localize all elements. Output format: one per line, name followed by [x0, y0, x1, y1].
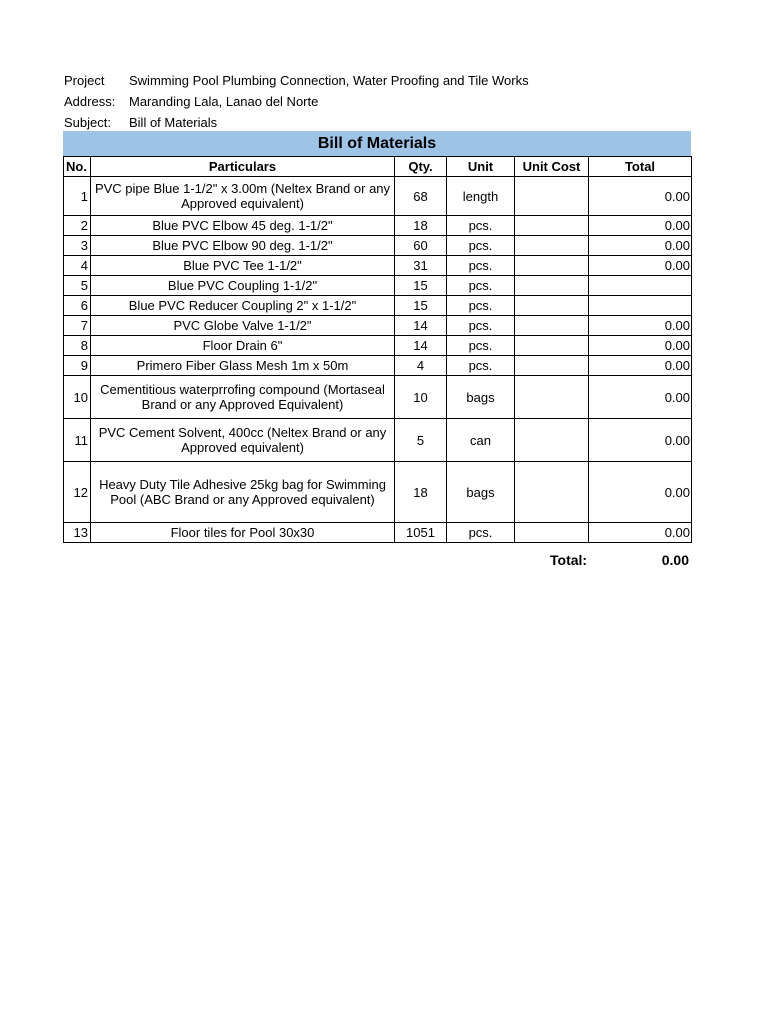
- cell-no: 6: [64, 296, 91, 316]
- column-header: No.: [64, 157, 91, 177]
- cell-total: [589, 276, 692, 296]
- grand-total-label: Total:: [550, 552, 588, 568]
- table-row: [64, 177, 692, 216]
- cell-qty: 14: [395, 336, 447, 356]
- cell-particulars: Heavy Duty Tile Adhesive 25kg bag for Swimming Pool (ABC Brand or any Approved equivalent): [91, 462, 395, 523]
- cell-unit-cost: [515, 256, 589, 276]
- cell-unit: bags: [447, 376, 515, 419]
- cell-qty: 15: [395, 276, 447, 296]
- cell-qty: 68: [395, 177, 447, 216]
- cell-total: 0.00: [589, 462, 692, 523]
- table-row: [64, 316, 692, 336]
- table-row: [64, 236, 692, 256]
- cell-no: 2: [64, 216, 91, 236]
- cell-particulars: PVC Globe Valve 1-1/2": [91, 316, 395, 336]
- cell-total: 0.00: [589, 419, 692, 462]
- cell-unit-cost: [515, 356, 589, 376]
- cell-unit-cost: [515, 376, 589, 419]
- cell-no: 9: [64, 356, 91, 376]
- cell-unit-cost: [515, 177, 589, 216]
- project-label: Project: [64, 73, 105, 88]
- subject-value: Bill of Materials: [129, 115, 218, 130]
- cell-qty: 4: [395, 356, 447, 376]
- cell-no: 8: [64, 336, 91, 356]
- cell-no: 12: [64, 462, 91, 523]
- grand-total-value: 0.00: [661, 552, 689, 568]
- document-header: [64, 70, 529, 133]
- cell-unit-cost: [515, 523, 589, 543]
- cell-unit: pcs.: [447, 523, 515, 543]
- cell-unit-cost: [515, 419, 589, 462]
- cell-total: 0.00: [589, 236, 692, 256]
- address-label: Address:: [64, 94, 116, 109]
- cell-no: 10: [64, 376, 91, 419]
- cell-qty: 1051: [395, 523, 447, 543]
- cell-particulars: Primero Fiber Glass Mesh 1m x 50m: [91, 356, 395, 376]
- cell-no: 13: [64, 523, 91, 543]
- cell-qty: 31: [395, 256, 447, 276]
- cell-no: 5: [64, 276, 91, 296]
- cell-total: 0.00: [589, 177, 692, 216]
- cell-unit: pcs.: [447, 276, 515, 296]
- column-header: Unit: [447, 157, 515, 177]
- column-header: Qty.: [395, 157, 447, 177]
- table-row: [64, 276, 692, 296]
- subject-row: [64, 112, 529, 133]
- cell-unit: can: [447, 419, 515, 462]
- address-row: [64, 91, 529, 112]
- cell-unit-cost: [515, 276, 589, 296]
- subject-label: Subject:: [64, 115, 111, 130]
- table-title: Bill of Materials: [63, 131, 691, 156]
- cell-unit: pcs.: [447, 256, 515, 276]
- cell-unit: bags: [447, 462, 515, 523]
- project-row: [64, 70, 529, 91]
- cell-particulars: Cementitious waterprrofing compound (Mortaseal Brand or any Approved Equivalent): [91, 376, 395, 419]
- table-body: [64, 177, 692, 543]
- cell-unit-cost: [515, 336, 589, 356]
- address-value: Maranding Lala, Lanao del Norte: [129, 94, 319, 109]
- cell-qty: 15: [395, 296, 447, 316]
- cell-qty: 14: [395, 316, 447, 336]
- table-row: [64, 376, 692, 419]
- cell-particulars: Blue PVC Reducer Coupling 2" x 1-1/2": [91, 296, 395, 316]
- cell-total: [589, 296, 692, 316]
- cell-qty: 18: [395, 462, 447, 523]
- cell-particulars: Floor Drain 6": [91, 336, 395, 356]
- cell-particulars: PVC pipe Blue 1-1/2" x 3.00m (Neltex Brand or any Approved equivalent): [91, 177, 395, 216]
- table-row: [64, 296, 692, 316]
- cell-total: 0.00: [589, 316, 692, 336]
- table-header-row: [64, 157, 692, 177]
- cell-qty: 60: [395, 236, 447, 256]
- project-value: Swimming Pool Plumbing Connection, Water Proofing and Tile Works: [129, 73, 529, 88]
- cell-particulars: Floor tiles for Pool 30x30: [91, 523, 395, 543]
- table-row: [64, 523, 692, 543]
- bill-of-materials-sheet: [63, 131, 691, 543]
- grand-total: [540, 551, 690, 569]
- cell-no: 3: [64, 236, 91, 256]
- cell-qty: 10: [395, 376, 447, 419]
- cell-unit: pcs.: [447, 296, 515, 316]
- cell-particulars: Blue PVC Coupling 1-1/2": [91, 276, 395, 296]
- table-row: [64, 356, 692, 376]
- cell-no: 7: [64, 316, 91, 336]
- cell-unit-cost: [515, 316, 589, 336]
- materials-table: [63, 156, 692, 543]
- column-header: Particulars: [91, 157, 395, 177]
- cell-unit: pcs.: [447, 336, 515, 356]
- cell-qty: 5: [395, 419, 447, 462]
- cell-particulars: Blue PVC Elbow 45 deg. 1-1/2": [91, 216, 395, 236]
- cell-no: 1: [64, 177, 91, 216]
- cell-total: 0.00: [589, 336, 692, 356]
- table-row: [64, 419, 692, 462]
- column-header: Total: [589, 157, 692, 177]
- cell-unit: pcs.: [447, 216, 515, 236]
- cell-total: 0.00: [589, 523, 692, 543]
- cell-no: 4: [64, 256, 91, 276]
- cell-unit: pcs.: [447, 356, 515, 376]
- cell-total: 0.00: [589, 356, 692, 376]
- cell-unit: pcs.: [447, 236, 515, 256]
- cell-unit-cost: [515, 296, 589, 316]
- table-row: [64, 462, 692, 523]
- cell-total: 0.00: [589, 376, 692, 419]
- table-row: [64, 336, 692, 356]
- cell-unit: pcs.: [447, 316, 515, 336]
- cell-qty: 18: [395, 216, 447, 236]
- cell-particulars: Blue PVC Tee 1-1/2": [91, 256, 395, 276]
- cell-particulars: Blue PVC Elbow 90 deg. 1-1/2": [91, 236, 395, 256]
- cell-unit-cost: [515, 462, 589, 523]
- table-row: [64, 256, 692, 276]
- table-row: [64, 216, 692, 236]
- cell-particulars: PVC Cement Solvent, 400cc (Neltex Brand or any Approved equivalent): [91, 419, 395, 462]
- cell-total: 0.00: [589, 256, 692, 276]
- cell-unit-cost: [515, 236, 589, 256]
- column-header: Unit Cost: [515, 157, 589, 177]
- cell-total: 0.00: [589, 216, 692, 236]
- cell-no: 11: [64, 419, 91, 462]
- cell-unit-cost: [515, 216, 589, 236]
- cell-unit: length: [447, 177, 515, 216]
